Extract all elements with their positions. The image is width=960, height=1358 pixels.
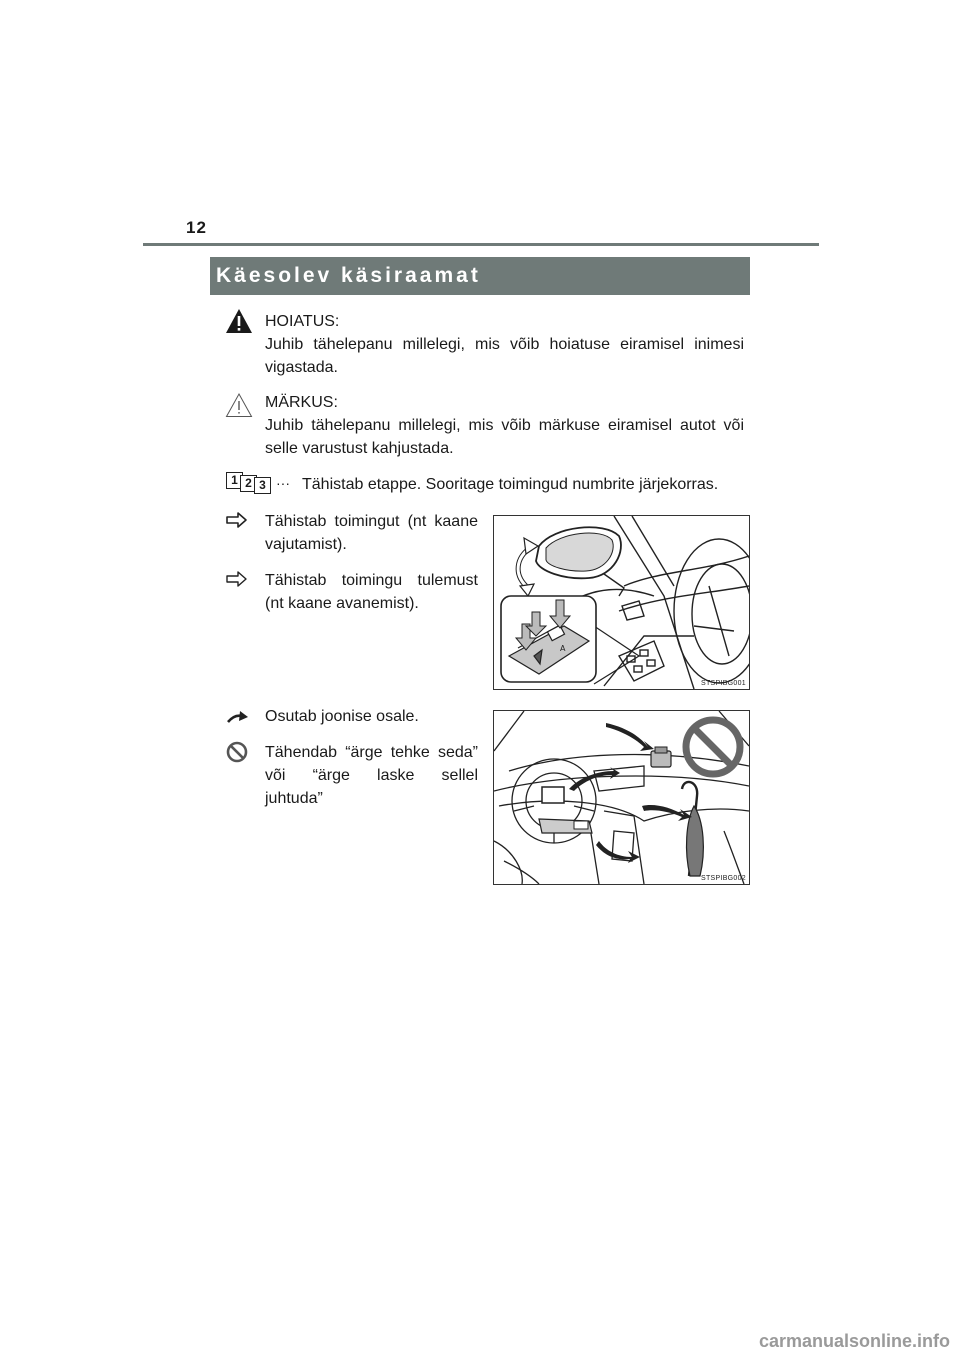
step-number-3: 3: [254, 477, 271, 494]
page-number: 12: [186, 218, 207, 237]
prohibit-text-line2: või “ärge laske sellel: [265, 767, 478, 784]
result-text-line2: (nt kaane avanemist).: [265, 595, 419, 612]
prohibited-icon: [226, 741, 248, 763]
steps-text: Tähistab etappe. Sooritage toimingud numbrite järjekorras.: [302, 476, 719, 493]
warning-label: HOIATUS:: [265, 313, 340, 330]
step-number-2: 2: [240, 475, 257, 492]
action-text-line2: vajutamist).: [265, 536, 347, 553]
step-numbers-icon: [226, 472, 276, 494]
action-arrow-icon: [226, 511, 248, 529]
prohibit-text-line1: Tähendab “ärge tehke seda”: [265, 744, 478, 761]
dashboard-illustration: [494, 711, 749, 884]
mirror-switch-illustration: [494, 516, 749, 689]
warning-text-line1: Juhib tähelepanu millelegi, mis võib hoiatuse eiramisel inimesi: [265, 336, 744, 353]
steps-ellipsis: ···: [276, 475, 290, 491]
figure-prohibited-items: [493, 710, 750, 885]
pointer-text: Osutab joonise osale.: [265, 708, 419, 725]
svg-text:A: A: [560, 644, 566, 653]
caution-outline-icon: [225, 392, 253, 418]
action-text-line1: Tähistab toimingut (nt kaane: [265, 513, 478, 530]
notice-text-line1: Juhib tähelepanu millelegi, mis võib märkuse eiramisel autot või: [265, 417, 744, 434]
result-text-line1: Tähistab toimingu tulemust: [265, 572, 478, 589]
prohibit-text-line3: juhtuda”: [265, 790, 323, 807]
section-title: Käesolev käsiraamat: [210, 257, 750, 295]
notice-label: MÄRKUS:: [265, 394, 338, 411]
warning-icon: [225, 308, 253, 334]
figure2-code: STSPIBG002: [700, 875, 746, 882]
footer-watermark[interactable]: carmanualsonline.info: [758, 1331, 950, 1351]
header-rule: [143, 243, 819, 246]
warning-text-line2: vigastada.: [265, 359, 338, 376]
step-number-1: 1: [226, 472, 243, 489]
figure1-code: STSPIBG001: [700, 680, 746, 687]
pointer-arrow-icon: [227, 710, 249, 724]
figure-mirror-switch: [493, 515, 750, 690]
result-arrow-icon: [226, 570, 248, 588]
notice-text-line2: selle varustust kahjustada.: [265, 440, 454, 457]
